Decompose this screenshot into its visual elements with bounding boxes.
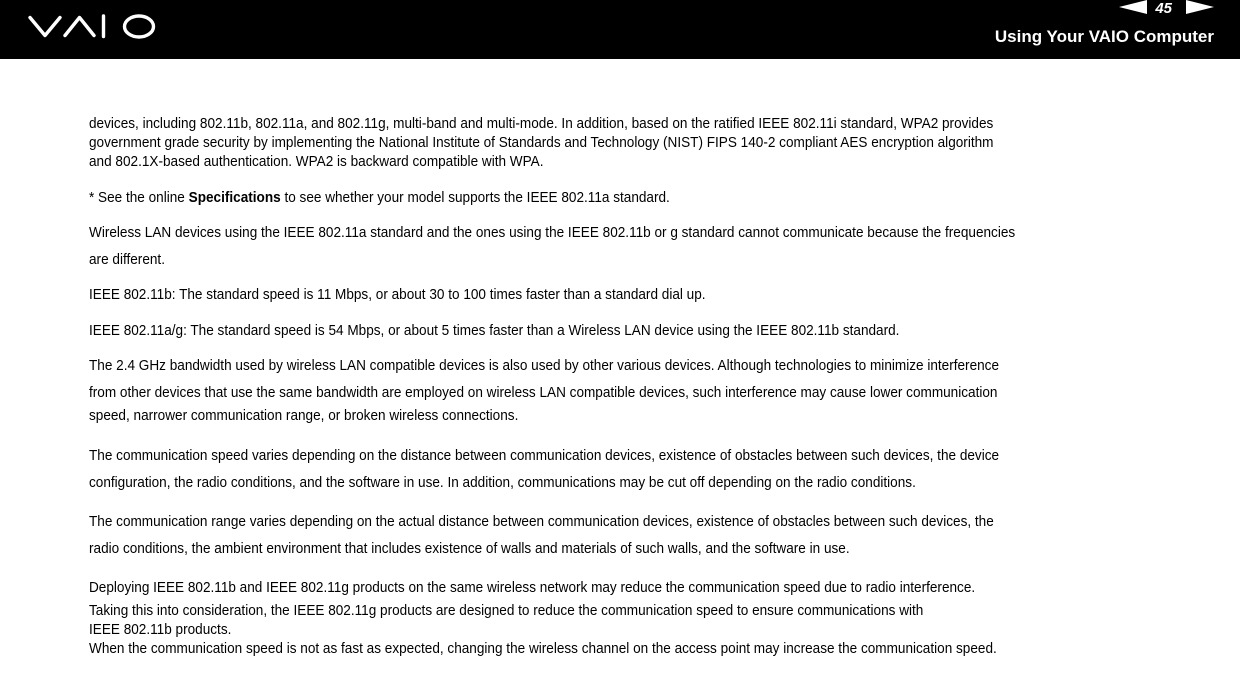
footnote (89, 188, 1094, 207)
logo-letter-v (30, 18, 60, 36)
footnote-suffix: to see whether your model supports the IEEE 802.11a standard. (280, 189, 670, 206)
text-line: IEEE 802.11a/g: The standard speed is 54 Mbps, or about 5 times faster than a Wireless LAN device using the IEEE 802.11b standard. (89, 322, 900, 339)
text-line: devices, including 802.11b, 802.11a, and 802.11g, multi-band and multi-mode. In addition, based on the ratified IEEE 802.11i standard, WPA2 provides (89, 115, 994, 132)
paragraph-communication-speed (89, 442, 1094, 496)
text-line: Taking this into consideration, the IEEE 802.11g products are designed to reduce the communication speed to ensure communications with (89, 602, 924, 619)
page-navigation (1119, 1, 1214, 17)
paragraph-wpa2 (89, 114, 1094, 171)
text-line: Wireless LAN devices using the IEEE 802.11a standard and the ones using the IEEE 802.11b or g standard cannot communicate because the frequencies (89, 224, 1016, 241)
paragraph-frequency (89, 219, 1094, 273)
text-line: are different. (89, 251, 165, 268)
text-line: Deploying IEEE 802.11b and IEEE 802.11g products on the same wireless network may reduce the communication speed due to radio interference. (89, 579, 976, 596)
logo-letter-a (65, 18, 94, 36)
text-line: The communication range varies depending on the actual distance between communication devices, existence of obstacles between such devices, the (89, 513, 994, 530)
text-line: and 802.1X-based authentication. WPA2 is backward compatible with WPA. (89, 153, 544, 170)
footnote-prefix: * See the online (89, 189, 189, 206)
paragraph-interference (89, 352, 1094, 425)
paragraph-802-11ag-speed (89, 321, 1094, 340)
text-line: The communication speed varies depending on the distance between communication devices, existence of obstacles between such devices, the device (89, 447, 1000, 464)
text-line: IEEE 802.11b: The standard speed is 11 Mbps, or about 30 to 100 times faster than a standard dial up. (89, 286, 706, 303)
text-line: radio conditions, the ambient environment that includes existence of walls and materials of such walls, and the software in use. (89, 540, 850, 557)
prev-page-arrow-icon[interactable] (1119, 0, 1147, 19)
vaio-logo (28, 10, 156, 47)
paragraph-802-11b-speed (89, 285, 1094, 304)
text-line: government grade security by implementing the National Institute of Standards and Technology (NIST) FIPS 140-2 compliant AES encryption algorithm (89, 134, 994, 151)
footnote-line (89, 188, 1094, 207)
text-line: IEEE 802.11b products. (89, 621, 232, 638)
page-number: 45 (1155, 0, 1172, 17)
page-header (0, 0, 1240, 59)
section-title: Using Your VAIO Computer (994, 27, 1214, 46)
page-content (89, 114, 1094, 658)
paragraph-communication-range (89, 508, 1094, 562)
specifications-link[interactable]: Specifications (188, 189, 281, 206)
next-page-arrow-icon[interactable] (1186, 0, 1214, 19)
text-line: configuration, the radio conditions, and the software in use. In addition, communications may be cut off depending on the radio conditions. (89, 474, 916, 491)
vaio-logo-graphic (28, 10, 156, 42)
paragraph-mixed-deployment (89, 574, 1094, 658)
text-line: When the communication speed is not as fast as expected, changing the wireless channel on the access point may increase the communication speed. (89, 640, 997, 657)
text-line: from other devices that use the same bandwidth are employed on wireless LAN compatible devices, such interference may cause lower communication (89, 384, 998, 401)
text-line: The 2.4 GHz bandwidth used by wireless LAN compatible devices is also used by other various devices. Although technologies to minimize interference (89, 357, 1000, 374)
text-line: speed, narrower communication range, or broken wireless connections. (89, 407, 519, 424)
logo-letter-o (125, 16, 154, 37)
